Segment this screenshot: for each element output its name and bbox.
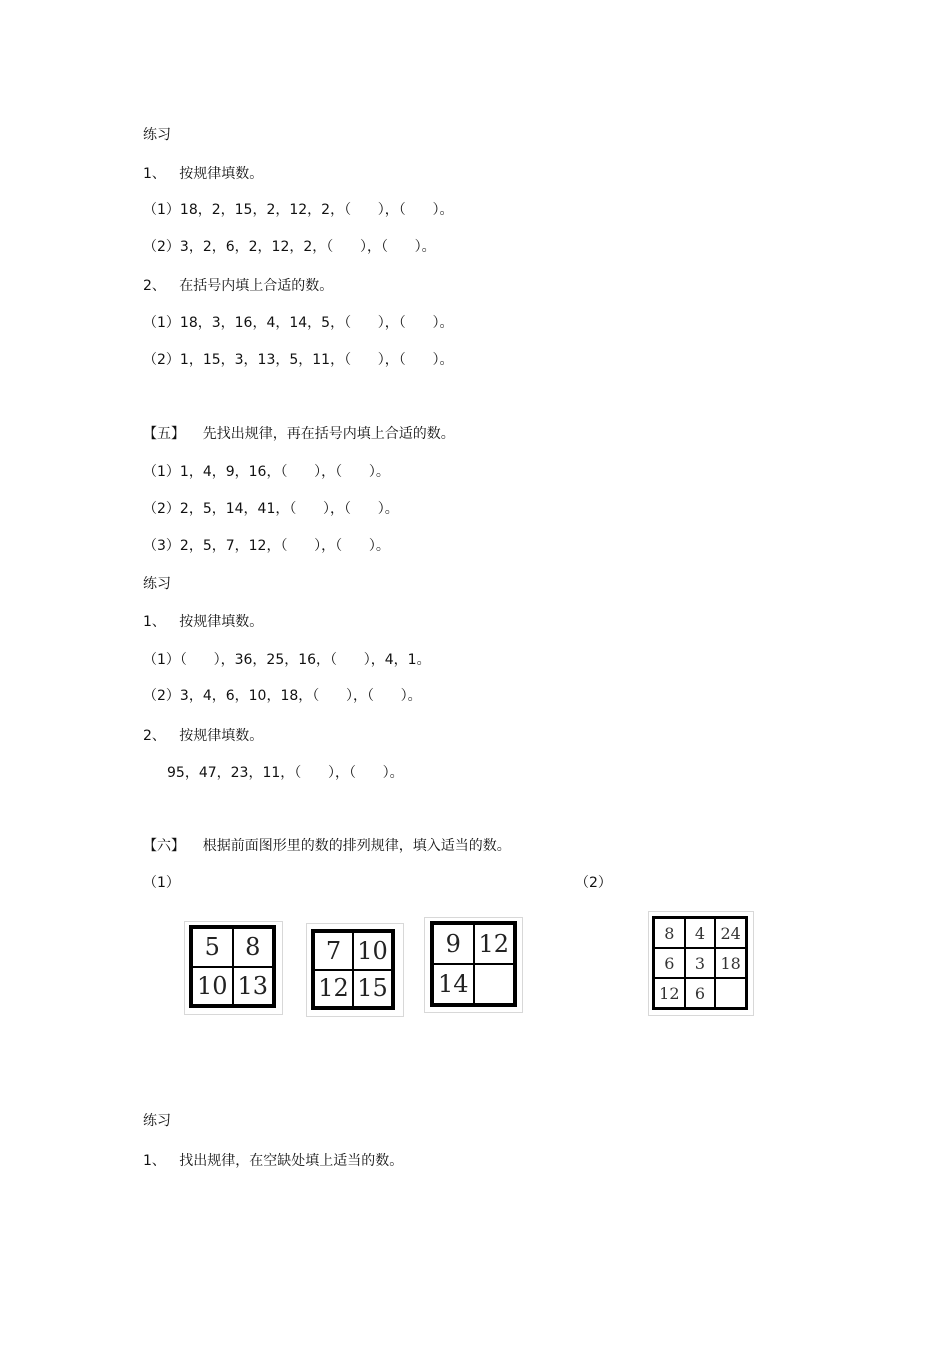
grid-cell: 10 (353, 932, 392, 970)
grid-cell: 15 (353, 970, 392, 1008)
question-1-item-2: （2）3，4，6，10，18，（ ），（ ）。 (143, 688, 422, 704)
question-1: 1、 按规律填数。 (143, 614, 264, 630)
question-1: 1、 找出规律，在空缺处填上适当的数。 (143, 1153, 404, 1169)
grid-cell (715, 978, 746, 1008)
figure-label-2: （2） (575, 875, 612, 891)
grid-cell: 4 (685, 918, 716, 948)
grid-cell: 6 (654, 948, 685, 978)
practice-heading: 练习 (143, 576, 171, 592)
number-grid-4 (652, 916, 748, 1010)
grid-cell: 13 (233, 967, 274, 1006)
grid-cell: 18 (715, 948, 746, 978)
practice-heading: 练习 (143, 127, 171, 143)
question-2: 2、 在括号内填上合适的数。 (143, 278, 334, 294)
number-grid-2 (311, 929, 395, 1010)
question-1-item-1: （1）（ ），36，25，16，（ ），4，1。 (143, 652, 431, 668)
grid-cell: 3 (685, 948, 716, 978)
number-grid-1 (189, 925, 276, 1008)
practice-heading: 练习 (143, 1113, 171, 1129)
grid-cell: 9 (433, 924, 474, 964)
grid-cell: 14 (433, 964, 474, 1004)
section-5-item-3: （3）2，5，7，12，（ ），（ ）。 (143, 538, 390, 554)
figure-label-1: （1） (143, 875, 180, 891)
question-1: 1、 按规律填数。 (143, 166, 264, 182)
section-6-heading: 【六】 根据前面图形里的数的排列规律，填入适当的数。 (143, 838, 511, 854)
grid-cell: 6 (685, 978, 716, 1008)
section-5-heading: 【五】 先找出规律，再在括号内填上合适的数。 (143, 426, 455, 442)
grid-cell: 5 (192, 928, 233, 967)
grid-cell (474, 964, 515, 1004)
grid-cell: 7 (314, 932, 353, 970)
grid-cell: 24 (715, 918, 746, 948)
grid-cell: 8 (654, 918, 685, 948)
question-2-sequence: 95，47，23，11，（ ），（ ）。 (167, 765, 404, 781)
question-2-item-1: （1）18，3，16，4，14，5，（ ），（ ）。 (143, 315, 454, 331)
question-1-item-2: （2）3，2，6，2，12，2，（ ），（ ）。 (143, 239, 436, 255)
section-5-item-2: （2）2，5，14，41，（ ），（ ）。 (143, 501, 399, 517)
question-2-item-2: （2）1，15，3，13，5，11，（ ），（ ）。 (143, 352, 454, 368)
grid-cell: 12 (654, 978, 685, 1008)
grid-cell: 10 (192, 967, 233, 1006)
question-2: 2、 按规律填数。 (143, 728, 264, 744)
grid-cell: 12 (314, 970, 353, 1008)
grid-cell: 12 (474, 924, 515, 964)
number-grid-3 (430, 921, 517, 1007)
question-1-item-1: （1）18，2，15，2，12，2，（ ），（ ）。 (143, 202, 454, 218)
section-5-item-1: （1）1，4，9，16，（ ），（ ）。 (143, 464, 390, 480)
grid-cell: 8 (233, 928, 274, 967)
